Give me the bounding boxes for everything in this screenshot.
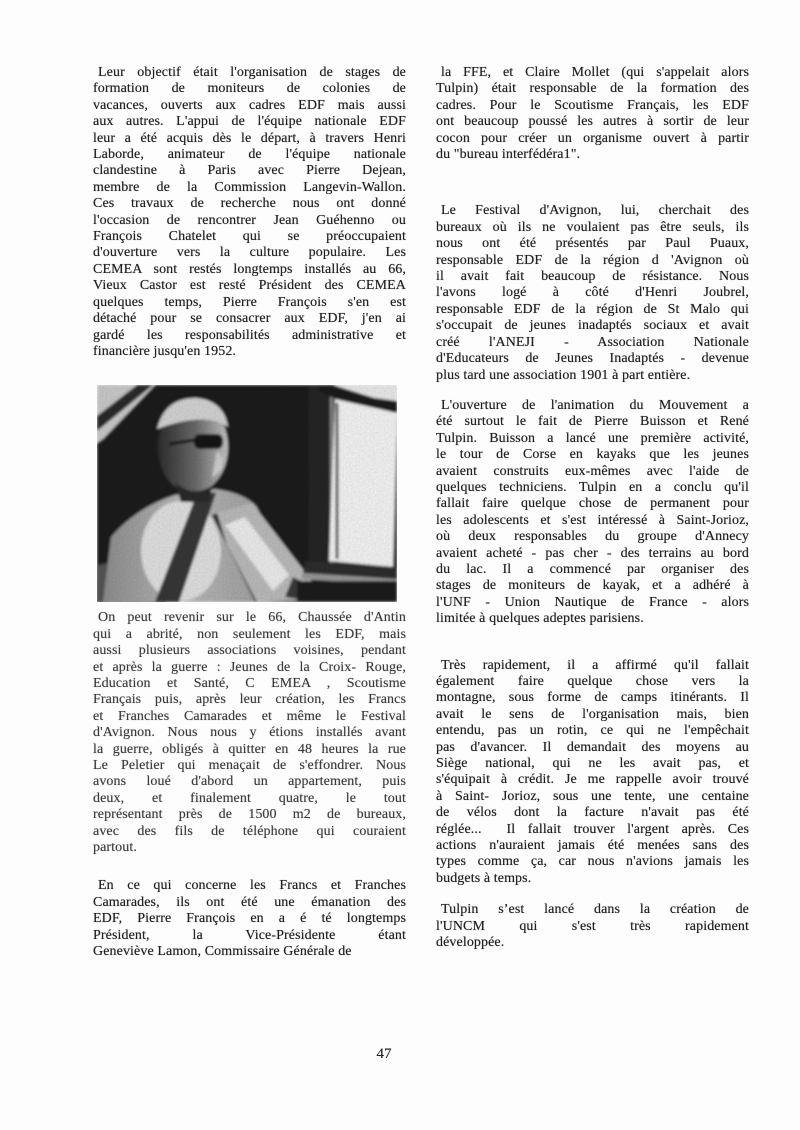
text-line: de vélos dont la facture n'avait pas été: [436, 805, 749, 821]
text-line: stages de moniteurs de kayak, et a adhéré à: [436, 578, 749, 594]
text-line: réglée... Il fallait trouver l'argent après. Ces: [436, 821, 749, 837]
text-line: entendu, pas un rotin, ce qui ne l'empêchait: [436, 723, 749, 739]
text-line: développée.: [436, 935, 505, 951]
text-line: ont beaucoup poussé les autres à sortir de leur: [436, 114, 749, 130]
text-line: avaient construits eux-mêmes avec l'aide de: [436, 463, 749, 479]
text-line: types comme ça, car nous n'avions jamais les: [436, 854, 749, 870]
page-number: 47: [376, 1046, 392, 1062]
text-line: du lac. Il a commencé par organiser des: [436, 561, 749, 577]
text-line: et après la guerre : Jeunes de la Croix- Rouge,: [93, 659, 406, 675]
text-line: avec des fils de téléphone qui couraient: [93, 823, 406, 839]
text-line: du "bureau interfédéra1".: [436, 147, 581, 163]
text-line: membre de la Commission Langevin-Wallon.: [93, 179, 406, 195]
text-line: à Saint- Jorioz, sous une tente, une centaine: [436, 788, 749, 804]
text-line: Très rapidement, il a affirmé qu'il fallait: [441, 657, 749, 673]
paragraph-ffe-claire-mollet: [436, 65, 749, 163]
text-line: d'Avignon. Nous nous y étions installés avant: [93, 725, 406, 741]
text-line: d'Educateurs de Jeunes Inadaptés - devenue: [436, 351, 749, 367]
paragraph-francs-franches-camarades: [93, 878, 406, 960]
text-line: l'UNCM qui s'est très rapidement: [436, 918, 749, 934]
text-line: Vieux Castor est resté Président des CEMEA: [93, 278, 406, 294]
text-line: formation de moniteurs de colonies de: [93, 81, 406, 97]
text-line: créé l'ANEJI - Association Nationale: [436, 334, 749, 350]
text-line: pas d'avancer. Il demandait des moyens au: [436, 739, 749, 755]
text-line: l'occasion de rencontrer Jean Guéhenno ou: [93, 212, 406, 228]
text-line: avaient acheté - pas cher - des terrains au bord: [436, 545, 749, 561]
text-line: d'ouverture vers la culture populaire. Les: [93, 245, 406, 261]
text-line: avons loué d'abord un appartement, puis: [93, 774, 406, 790]
text-line: Laborde, animateur de l'équipe nationale: [93, 147, 406, 163]
text-line: En ce qui concerne les Francs et Franches: [98, 878, 406, 894]
text-line: Le Peletier qui menaçait de s'effondrer. Nous: [93, 757, 406, 773]
text-line: partout.: [93, 840, 137, 855]
text-line: gardé les responsabilités administrative et: [93, 327, 406, 343]
text-line: clandestine à Paris avec Pierre Dejean,: [93, 163, 406, 179]
text-line: cadres. Pour le Scoutisme Français, les EDF: [436, 97, 749, 113]
text-line: aux autres. L'appui de l'équipe nationale EDF: [93, 114, 406, 130]
text-line: François Chatelet qui se préoccupaient: [93, 229, 406, 245]
text-line: Leur objectif était l'organisation de stages de: [98, 65, 406, 80]
text-line: Siège national, qui ne les avait pas, et: [436, 756, 749, 772]
text-line: Tulpin s’est lancé dans la création de: [441, 902, 749, 918]
text-line: également faire quelque chose vers la: [436, 674, 749, 689]
text-line: responsable EDF de la région de St Malo qui: [436, 301, 749, 317]
text-line: Tulpin. Buisson a lancé une première activité,: [436, 430, 749, 446]
text-line: Education et Santé, C EMEA , Scoutisme: [93, 675, 406, 691]
text-line: Français puis, après leur création, les Francs: [93, 692, 406, 708]
text-line: Le Festival d'Avignon, lui, cherchait des: [441, 203, 749, 219]
text-line: représentant près de 1500 m2 de bureaux,: [93, 807, 406, 823]
text-line: deux, et finalement quatre, le tout: [93, 790, 406, 806]
photo-illustration: [97, 385, 397, 602]
text-line: la FFE, et Claire Mollet (qui s'appelait alors: [441, 65, 749, 80]
text-line: l'avons logé à côté d'Henri Joubrel,: [436, 285, 749, 301]
text-line: fallait faire quelque chose de permanent pour: [436, 496, 749, 512]
text-line: quelques techniciens. Tulpin en a conclu qu'il: [436, 479, 749, 495]
text-line: CEMEA sont restés longtemps installés au 66,: [93, 261, 406, 277]
paragraph-tulpin-uncm: [436, 902, 749, 951]
text-line: L'ouverture de l'animation du Mouvement a: [441, 397, 749, 413]
text-line: s'occupait de jeunes inadaptés sociaux et avait: [436, 318, 749, 334]
paragraph-66-chaussee-antin: [93, 610, 406, 856]
photo-man-by-window: [97, 385, 397, 602]
paragraph-objectif-stages: [93, 65, 406, 360]
text-line: Tulpin) était responsable de la formation des: [436, 81, 749, 97]
left-column: [93, 65, 406, 960]
text-line: EDF, Pierre François en a é té longtemps: [93, 911, 406, 927]
text-line: la guerre, obligés à quitter en 48 heures la rue: [93, 741, 406, 757]
text-line: limitée à quelques adeptes parisiens.: [436, 611, 644, 627]
text-line: il avait fait beaucoup de résistance. Nous: [436, 269, 749, 285]
text-line: et Franches Camarades et même le Festival: [93, 708, 406, 724]
text-line: financière jusqu'en 1952.: [93, 343, 237, 359]
paragraph-festival-avignon: [436, 203, 749, 383]
right-column: [436, 65, 749, 952]
text-line: leur a été acquis dès le départ, à travers Henri: [93, 130, 406, 146]
text-line: quelques temps, Pierre François s'en est: [93, 294, 406, 310]
text-line: On peut revenir sur le 66, Chaussée d'Antin: [98, 610, 406, 626]
text-line: détaché pour se consacrer aux EDF, j'en ai: [93, 311, 406, 327]
text-line: plus tard une association 1901 à part entière.: [436, 367, 691, 383]
text-line: bureaux où ils ne voulaient pas être seuls, ils: [436, 219, 749, 235]
text-line: les adolescents et s'est intéressé à Saint-Jorioz,: [436, 512, 749, 528]
text-line: Camarades, ils ont été une émanation des: [93, 894, 406, 910]
text-line: Geneviève Lamon, Commissaire Générale de: [93, 944, 352, 960]
text-line: été surtout le fait de Pierre Buisson et René: [436, 414, 749, 430]
text-line: cocon pour créer un organisme ouvert à partir: [436, 130, 749, 146]
paragraph-ouverture-animation: [436, 398, 749, 628]
text-line: Président, la Vice-Présidente étant: [93, 927, 406, 943]
text-line: vacances, ouverts aux cadres EDF mais aussi: [93, 97, 406, 113]
text-line: qui a abrité, non seulement les EDF, mais: [93, 626, 406, 642]
text-line: budgets à temps.: [436, 870, 532, 886]
text-line: l'UNF - Union Nautique de France - alors: [436, 594, 749, 610]
text-line: avait le sens de l'organisation mais, bien: [436, 706, 749, 722]
paragraph-tres-rapidement: [436, 658, 749, 888]
text-line: Ces travaux de recherche nous ont donné: [93, 196, 406, 212]
text-line: responsable EDF de la région d 'Avignon où: [436, 252, 749, 268]
text-line: actions n'auraient jamais été menées sans des: [436, 838, 749, 854]
text-line: montagne, sous forme de camps itinérants. Il: [436, 690, 749, 706]
text-line: nous ont été présentés par Paul Puaux,: [436, 236, 749, 252]
text-line: s'équipait à crédit. Je me rappelle avoir trouvé: [436, 772, 749, 788]
text-line: aussi plusieurs associations voisines, pendant: [93, 643, 406, 659]
text-line: où deux responsables du groupe d'Annecy: [436, 529, 749, 545]
text-line: le tour de Corse en kayaks que les jeunes: [436, 447, 749, 463]
